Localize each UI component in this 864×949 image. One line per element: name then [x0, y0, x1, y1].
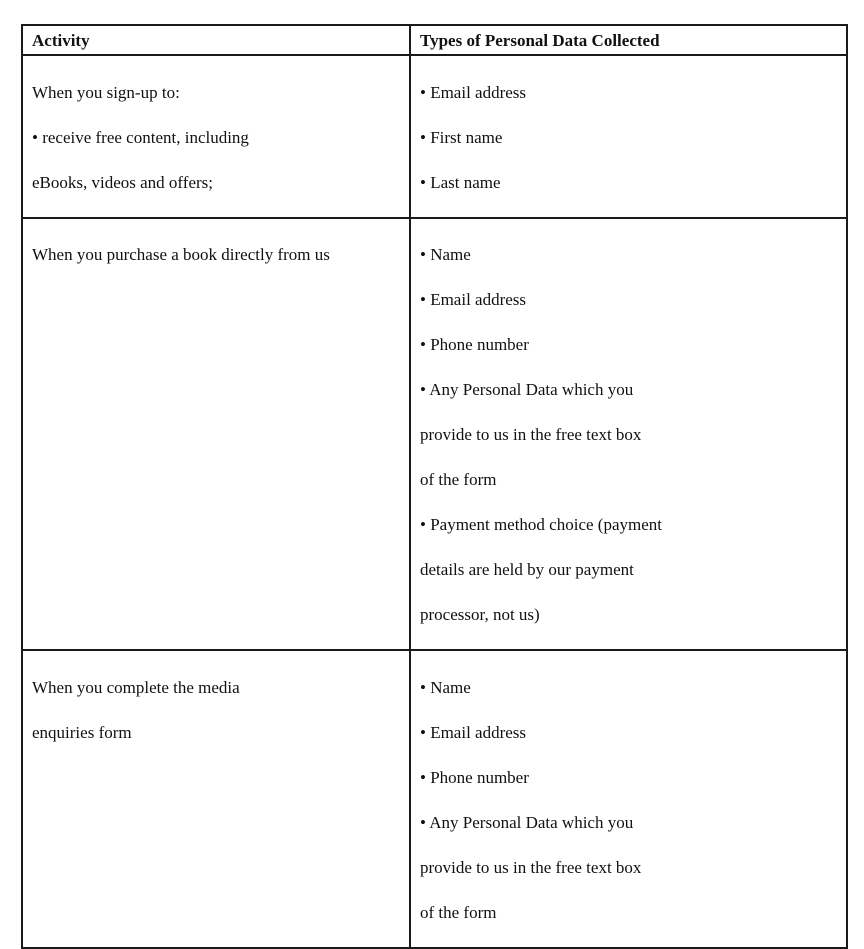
cell-line: of the form	[420, 902, 497, 922]
table-row	[22, 55, 847, 218]
cell-line: provide to us in the free text box	[420, 425, 642, 444]
cell-line: • Phone number	[420, 767, 529, 787]
cell-line: provide to us in the free text box	[420, 857, 642, 877]
data-types-cell	[410, 650, 847, 948]
cell-line: eBooks, videos and offers;	[32, 172, 213, 192]
cell-line: • receive free content, including	[32, 127, 249, 147]
cell-line: • Any Personal Data which you	[420, 812, 634, 832]
cell-line: • Email address	[420, 722, 527, 742]
cell-line: • Last name	[420, 172, 501, 192]
cell-line: enquiries form	[32, 722, 132, 742]
activity-cell	[22, 218, 410, 651]
table-row	[22, 650, 847, 948]
activity-cell	[22, 650, 410, 948]
cell-line: • Phone number	[420, 335, 529, 354]
cell-line: of the form	[420, 470, 497, 489]
data-types-cell	[410, 55, 847, 218]
cell-line: • Email address	[420, 290, 527, 309]
table-header-row	[22, 25, 847, 55]
header-types-of-personal-data: Types of Personal Data Collected	[410, 25, 847, 55]
cell-line: • Name	[420, 245, 471, 264]
cell-line: • Name	[420, 677, 471, 697]
cell-line: • Payment method choice (payment	[420, 515, 662, 534]
cell-line: When you purchase a book directly from us	[32, 245, 330, 264]
activity-cell	[22, 55, 410, 218]
cell-line: • Any Personal Data which you	[420, 380, 634, 399]
table-row	[22, 218, 847, 651]
cell-line: processor, not us)	[420, 605, 540, 624]
data-types-cell	[410, 218, 847, 651]
cell-line: When you sign-up to:	[32, 82, 180, 102]
header-activity: Activity	[22, 25, 410, 55]
cell-line: • Email address	[420, 82, 527, 102]
cell-line: When you complete the media	[32, 677, 240, 697]
personal-data-table	[21, 24, 848, 949]
cell-line: details are held by our payment	[420, 560, 634, 579]
cell-line: • First name	[420, 127, 503, 147]
